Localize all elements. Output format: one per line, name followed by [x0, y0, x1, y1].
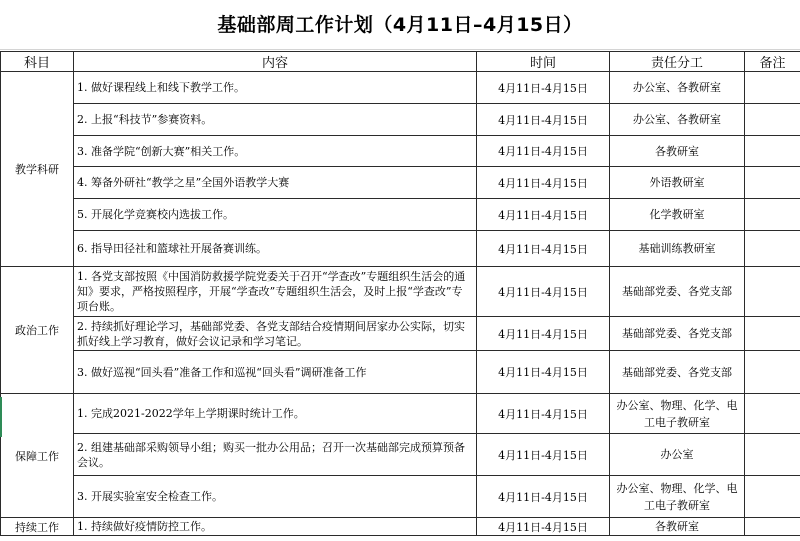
table-row	[1, 351, 800, 394]
table-row	[1, 136, 800, 167]
table-row	[1, 231, 800, 267]
content-cell[interactable]: 1. 做好课程线上和线下教学工作。	[74, 72, 477, 104]
duty-cell[interactable]: 基础部党委、各党支部	[610, 317, 745, 351]
note-cell[interactable]	[745, 476, 800, 518]
time-cell[interactable]: 4月11日-4月15日	[477, 351, 610, 394]
table-row	[1, 434, 800, 476]
table-row	[1, 167, 800, 199]
cell-selection-marker	[0, 397, 2, 437]
note-cell[interactable]	[745, 434, 800, 476]
content-cell[interactable]: 2. 组建基础部采购领导小组；购买一批办公用品；召开一次基础部完成预算预备会议。	[74, 434, 477, 476]
duty-cell[interactable]: 办公室、各教研室	[610, 104, 745, 136]
header-duty[interactable]: 责任分工	[610, 52, 745, 72]
time-cell[interactable]: 4月11日-4月15日	[477, 394, 610, 434]
note-cell[interactable]	[745, 72, 800, 104]
content-cell[interactable]: 1. 完成2021-2022学年上学期课时统计工作。	[74, 394, 477, 434]
table-row	[1, 267, 800, 317]
note-cell[interactable]	[745, 136, 800, 167]
duty-cell[interactable]: 办公室	[610, 434, 745, 476]
subject-cell[interactable]: 保障工作	[1, 394, 74, 518]
time-cell[interactable]: 4月11日-4月15日	[477, 199, 610, 231]
subject-cell[interactable]: 政治工作	[1, 267, 74, 394]
time-cell[interactable]: 4月11日-4月15日	[477, 72, 610, 104]
header-row	[1, 52, 800, 72]
header-time[interactable]: 时间	[477, 52, 610, 72]
content-cell[interactable]: 4. 筹备外研社“教学之星”全国外语教学大赛	[74, 167, 477, 199]
header-note[interactable]: 备注	[745, 52, 800, 72]
duty-cell[interactable]: 办公室、物理、化学、电工电子教研室	[610, 476, 745, 518]
duty-cell[interactable]: 外语教研室	[610, 167, 745, 199]
work-plan-table	[0, 51, 800, 536]
time-cell[interactable]: 4月11日-4月15日	[477, 434, 610, 476]
note-cell[interactable]	[745, 104, 800, 136]
header-content[interactable]: 内容	[74, 52, 477, 72]
content-cell[interactable]: 1. 持续做好疫情防控工作。	[74, 518, 477, 536]
content-cell[interactable]: 5. 开展化学竞赛校内选拔工作。	[74, 199, 477, 231]
duty-cell[interactable]: 办公室、物理、化学、电工电子教研室	[610, 394, 745, 434]
time-cell[interactable]: 4月11日-4月15日	[477, 518, 610, 536]
table-row	[1, 199, 800, 231]
title-divider	[0, 49, 800, 50]
note-cell[interactable]	[745, 518, 800, 536]
subject-cell[interactable]: 持续工作	[1, 518, 74, 536]
time-cell[interactable]: 4月11日-4月15日	[477, 231, 610, 267]
content-cell[interactable]: 2. 上报“科技节”参赛资料。	[74, 104, 477, 136]
time-cell[interactable]: 4月11日-4月15日	[477, 167, 610, 199]
time-cell[interactable]: 4月11日-4月15日	[477, 267, 610, 317]
duty-cell[interactable]: 基础部党委、各党支部	[610, 267, 745, 317]
duty-cell[interactable]: 各教研室	[610, 518, 745, 536]
note-cell[interactable]	[745, 351, 800, 394]
time-cell[interactable]: 4月11日-4月15日	[477, 104, 610, 136]
note-cell[interactable]	[745, 167, 800, 199]
time-cell[interactable]: 4月11日-4月15日	[477, 476, 610, 518]
duty-cell[interactable]: 化学教研室	[610, 199, 745, 231]
note-cell[interactable]	[745, 199, 800, 231]
content-cell[interactable]: 3. 开展实验室安全检查工作。	[74, 476, 477, 518]
note-cell[interactable]	[745, 267, 800, 317]
content-cell[interactable]: 1. 各党支部按照《中国消防救援学院党委关于召开“学查改”专题组织生活会的通知》要求，严格按照程序，开展“学查改”专题组织生活会，及时上报“学查改”专项台账。	[74, 267, 477, 317]
time-cell[interactable]: 4月11日-4月15日	[477, 136, 610, 167]
duty-cell[interactable]: 办公室、各教研室	[610, 72, 745, 104]
subject-cell[interactable]: 教学科研	[1, 72, 74, 267]
duty-cell[interactable]: 基础部党委、各党支部	[610, 351, 745, 394]
content-cell[interactable]: 3. 准备学院“创新大赛”相关工作。	[74, 136, 477, 167]
note-cell[interactable]	[745, 394, 800, 434]
time-cell[interactable]: 4月11日-4月15日	[477, 317, 610, 351]
duty-cell[interactable]: 各教研室	[610, 136, 745, 167]
table-row	[1, 104, 800, 136]
table-row	[1, 317, 800, 351]
header-subject[interactable]: 科目	[1, 52, 74, 72]
table-row	[1, 476, 800, 518]
table-row	[1, 394, 800, 434]
note-cell[interactable]	[745, 317, 800, 351]
page-title: 基础部周工作计划（4月11日–4月15日）	[217, 14, 583, 36]
duty-cell[interactable]: 基础训练教研室	[610, 231, 745, 267]
table-row	[1, 518, 800, 536]
note-cell[interactable]	[745, 231, 800, 267]
content-cell[interactable]: 3. 做好巡视“回头看”准备工作和巡视“回头看”调研准备工作	[74, 351, 477, 394]
table-row	[1, 72, 800, 104]
content-cell[interactable]: 2. 持续抓好理论学习，基础部党委、各党支部结合疫情期间居家办公实际，切实抓好线上学习教育，做好会议记录和学习笔记。	[74, 317, 477, 351]
content-cell[interactable]: 6. 指导田径社和篮球社开展备赛训练。	[74, 231, 477, 267]
